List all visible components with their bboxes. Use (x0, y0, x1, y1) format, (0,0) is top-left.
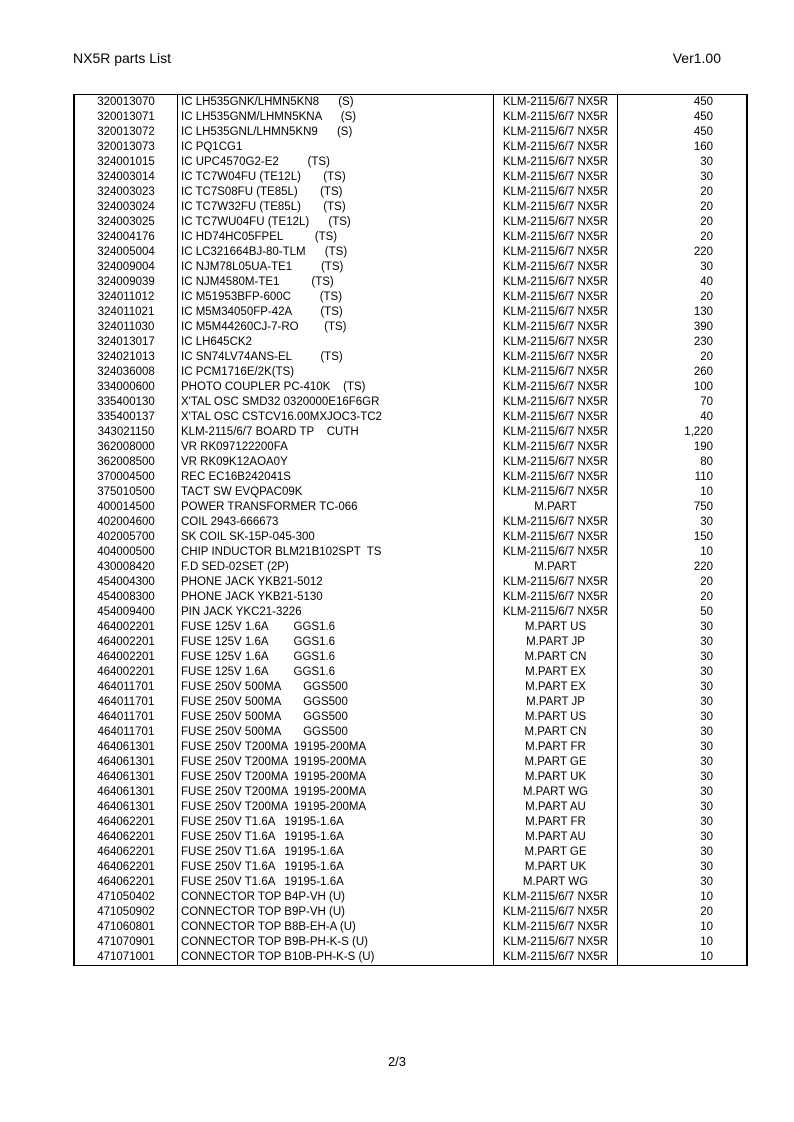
quantity-cell: 30 (618, 875, 748, 890)
description-cell: IC PCM1716E/2K(TS) (178, 365, 494, 380)
table-row (74, 110, 747, 125)
quantity-cell: 30 (618, 680, 748, 695)
table-row (74, 350, 747, 365)
model-cell: M.PART JP (494, 635, 618, 650)
quantity-cell: 450 (618, 95, 748, 111)
quantity-cell: 260 (618, 365, 748, 380)
table-row (74, 380, 747, 395)
quantity-cell: 30 (618, 770, 748, 785)
description-cell: PHONE JACK YKB21-5012 (178, 575, 494, 590)
description-cell: CONNECTOR TOP B9P-VH (U) (178, 905, 494, 920)
description-cell: X'TAL OSC SMD32 0320000E16F6GR (178, 395, 494, 410)
part-number-cell: 464011701 (74, 725, 178, 740)
part-number-cell: 402004600 (74, 515, 178, 530)
model-cell: KLM-2115/6/7 NX5R (494, 935, 618, 950)
description-cell: IC PQ1CG1 (178, 140, 494, 155)
model-cell: KLM-2115/6/7 NX5R (494, 515, 618, 530)
table-row (74, 320, 747, 335)
part-number-cell: 471050902 (74, 905, 178, 920)
part-number-cell: 362008500 (74, 455, 178, 470)
description-cell: IC TC7S08FU (TE85L) (TS) (178, 185, 494, 200)
part-number-cell: 464002201 (74, 650, 178, 665)
quantity-cell: 40 (618, 410, 748, 425)
table-row (74, 815, 747, 830)
part-number-cell: 464002201 (74, 620, 178, 635)
model-cell: M.PART AU (494, 800, 618, 815)
quantity-cell: 30 (618, 515, 748, 530)
table-row (74, 305, 747, 320)
quantity-cell: 30 (618, 665, 748, 680)
model-cell: KLM-2115/6/7 NX5R (494, 215, 618, 230)
model-cell: KLM-2115/6/7 NX5R (494, 125, 618, 140)
description-cell: F.D SED-02SET (2P) (178, 560, 494, 575)
model-cell: KLM-2115/6/7 NX5R (494, 335, 618, 350)
quantity-cell: 10 (618, 890, 748, 905)
table-row (74, 650, 747, 665)
table-row (74, 725, 747, 740)
description-cell: SK COIL SK-15P-045-300 (178, 530, 494, 545)
quantity-cell: 190 (618, 440, 748, 455)
model-cell: KLM-2115/6/7 NX5R (494, 605, 618, 620)
quantity-cell: 30 (618, 860, 748, 875)
description-cell: PHONE JACK YKB21-5130 (178, 590, 494, 605)
description-cell: IC LH535GNK/LHMN5KN8 (S) (178, 95, 494, 111)
model-cell: KLM-2115/6/7 NX5R (494, 290, 618, 305)
quantity-cell: 100 (618, 380, 748, 395)
part-number-cell: 324004176 (74, 230, 178, 245)
description-cell: IC M5M44260CJ-7-RO (TS) (178, 320, 494, 335)
quantity-cell: 20 (618, 200, 748, 215)
description-cell: IC LH535GNM/LHMN5KNA (S) (178, 110, 494, 125)
model-cell: KLM-2115/6/7 NX5R (494, 350, 618, 365)
model-cell: M.PART AU (494, 830, 618, 845)
model-cell: M.PART (494, 560, 618, 575)
table-row (74, 935, 747, 950)
table-row (74, 605, 747, 620)
part-number-cell: 454008300 (74, 590, 178, 605)
description-cell: PIN JACK YKC21-3226 (178, 605, 494, 620)
part-number-cell: 464061301 (74, 770, 178, 785)
model-cell: KLM-2115/6/7 NX5R (494, 950, 618, 966)
table-row (74, 125, 747, 140)
quantity-cell: 30 (618, 815, 748, 830)
part-number-cell: 324011021 (74, 305, 178, 320)
quantity-cell: 30 (618, 725, 748, 740)
quantity-cell: 20 (618, 230, 748, 245)
page-number: 2/3 (387, 1054, 407, 1069)
description-cell: REC EC16B242041S (178, 470, 494, 485)
quantity-cell: 30 (618, 635, 748, 650)
part-number-cell: 402005700 (74, 530, 178, 545)
model-cell: KLM-2115/6/7 NX5R (494, 410, 618, 425)
table-row (74, 275, 747, 290)
quantity-cell: 30 (618, 620, 748, 635)
part-number-cell: 334000600 (74, 380, 178, 395)
model-cell: KLM-2115/6/7 NX5R (494, 320, 618, 335)
table-row (74, 200, 747, 215)
model-cell: M.PART FR (494, 815, 618, 830)
part-number-cell: 320013073 (74, 140, 178, 155)
quantity-cell: 30 (618, 755, 748, 770)
quantity-cell: 20 (618, 290, 748, 305)
quantity-cell: 750 (618, 500, 748, 515)
description-cell: PHOTO COUPLER PC-410K (TS) (178, 380, 494, 395)
description-cell: IC SN74LV74ANS-EL (TS) (178, 350, 494, 365)
description-cell: FUSE 250V 500MA GGS500 (178, 725, 494, 740)
part-number-cell: 370004500 (74, 470, 178, 485)
part-number-cell: 320013070 (74, 95, 178, 111)
model-cell: KLM-2115/6/7 NX5R (494, 380, 618, 395)
description-cell: FUSE 250V T1.6A 19195-1.6A (178, 815, 494, 830)
description-cell: IC TC7W32FU (TE85L) (TS) (178, 200, 494, 215)
parts-table (73, 94, 748, 966)
table-row (74, 950, 747, 966)
description-cell: FUSE 250V T1.6A 19195-1.6A (178, 860, 494, 875)
part-number-cell: 362008000 (74, 440, 178, 455)
table-row (74, 245, 747, 260)
model-cell: KLM-2115/6/7 NX5R (494, 110, 618, 125)
quantity-cell: 10 (618, 545, 748, 560)
description-cell: FUSE 250V T200MA 19195-200MA (178, 770, 494, 785)
quantity-cell: 40 (618, 275, 748, 290)
part-number-cell: 464011701 (74, 710, 178, 725)
model-cell: KLM-2115/6/7 NX5R (494, 890, 618, 905)
quantity-cell: 20 (618, 215, 748, 230)
table-row (74, 890, 747, 905)
part-number-cell: 404000500 (74, 545, 178, 560)
description-cell: CHIP INDUCTOR BLM21B102SPT TS (178, 545, 494, 560)
quantity-cell: 230 (618, 335, 748, 350)
quantity-cell: 30 (618, 155, 748, 170)
description-cell: FUSE 250V T1.6A 19195-1.6A (178, 875, 494, 890)
model-cell: KLM-2115/6/7 NX5R (494, 590, 618, 605)
model-cell: M.PART (494, 500, 618, 515)
description-cell: IC M5M34050FP-42A (TS) (178, 305, 494, 320)
description-cell: IC NJM78L05UA-TE1 (TS) (178, 260, 494, 275)
table-row (74, 770, 747, 785)
description-cell: FUSE 250V T200MA 19195-200MA (178, 785, 494, 800)
quantity-cell: 30 (618, 695, 748, 710)
quantity-cell: 390 (618, 320, 748, 335)
model-cell: KLM-2115/6/7 NX5R (494, 185, 618, 200)
table-row (74, 95, 747, 111)
description-cell: IC TC7WU04FU (TE12L) (TS) (178, 215, 494, 230)
model-cell: M.PART EX (494, 680, 618, 695)
table-row (74, 530, 747, 545)
part-number-cell: 324003025 (74, 215, 178, 230)
quantity-cell: 30 (618, 740, 748, 755)
model-cell: KLM-2115/6/7 NX5R (494, 365, 618, 380)
description-cell: COIL 2943-666673 (178, 515, 494, 530)
table-row (74, 620, 747, 635)
description-cell: FUSE 250V T1.6A 19195-1.6A (178, 830, 494, 845)
model-cell: M.PART UK (494, 860, 618, 875)
model-cell: KLM-2115/6/7 NX5R (494, 200, 618, 215)
table-row (74, 140, 747, 155)
part-number-cell: 324036008 (74, 365, 178, 380)
table-row (74, 500, 747, 515)
model-cell: KLM-2115/6/7 NX5R (494, 395, 618, 410)
part-number-cell: 320013071 (74, 110, 178, 125)
part-number-cell: 471070901 (74, 935, 178, 950)
quantity-cell: 130 (618, 305, 748, 320)
part-number-cell: 464011701 (74, 695, 178, 710)
description-cell: FUSE 250V 500MA GGS500 (178, 710, 494, 725)
description-cell: X'TAL OSC CSTCV16.00MXJOC3-TC2 (178, 410, 494, 425)
quantity-cell: 30 (618, 830, 748, 845)
quantity-cell: 30 (618, 650, 748, 665)
table-row (74, 875, 747, 890)
part-number-cell: 454004300 (74, 575, 178, 590)
table-row (74, 410, 747, 425)
part-number-cell: 324013017 (74, 335, 178, 350)
part-number-cell: 464061301 (74, 800, 178, 815)
table-row (74, 215, 747, 230)
model-cell: M.PART WG (494, 875, 618, 890)
document-title: NX5R parts List (73, 50, 172, 66)
part-number-cell: 324009039 (74, 275, 178, 290)
table-row (74, 785, 747, 800)
model-cell: KLM-2115/6/7 NX5R (494, 275, 618, 290)
table-row (74, 485, 747, 500)
description-cell: CONNECTOR TOP B10B-PH-K-S (U) (178, 950, 494, 966)
description-cell: IC LC321664BJ-80-TLM (TS) (178, 245, 494, 260)
table-row (74, 560, 747, 575)
quantity-cell: 160 (618, 140, 748, 155)
part-number-cell: 464061301 (74, 755, 178, 770)
table-row (74, 260, 747, 275)
quantity-cell: 10 (618, 485, 748, 500)
part-number-cell: 464062201 (74, 875, 178, 890)
description-cell: IC LH535GNL/LHMN5KN9 (S) (178, 125, 494, 140)
table-row (74, 230, 747, 245)
part-number-cell: 343021150 (74, 425, 178, 440)
description-cell: FUSE 125V 1.6A GGS1.6 (178, 635, 494, 650)
part-number-cell: 324003023 (74, 185, 178, 200)
part-number-cell: 464062201 (74, 815, 178, 830)
model-cell: M.PART EX (494, 665, 618, 680)
table-row (74, 440, 747, 455)
description-cell: TACT SW EVQPAC09K (178, 485, 494, 500)
model-cell: M.PART US (494, 710, 618, 725)
table-row (74, 590, 747, 605)
table-row (74, 365, 747, 380)
table-row (74, 740, 747, 755)
part-number-cell: 375010500 (74, 485, 178, 500)
table-row (74, 860, 747, 875)
quantity-cell: 20 (618, 350, 748, 365)
description-cell: CONNECTOR TOP B4P-VH (U) (178, 890, 494, 905)
description-cell: FUSE 250V T200MA 19195-200MA (178, 755, 494, 770)
quantity-cell: 450 (618, 125, 748, 140)
model-cell: M.PART GE (494, 845, 618, 860)
part-number-cell: 464061301 (74, 740, 178, 755)
model-cell: KLM-2115/6/7 NX5R (494, 155, 618, 170)
table-row (74, 185, 747, 200)
parts-table-container (73, 94, 713, 966)
table-row (74, 755, 747, 770)
part-number-cell: 324001015 (74, 155, 178, 170)
quantity-cell: 20 (618, 185, 748, 200)
model-cell: KLM-2115/6/7 NX5R (494, 260, 618, 275)
model-cell: M.PART JP (494, 695, 618, 710)
model-cell: KLM-2115/6/7 NX5R (494, 470, 618, 485)
part-number-cell: 464002201 (74, 665, 178, 680)
model-cell: M.PART US (494, 620, 618, 635)
table-row (74, 920, 747, 935)
model-cell: KLM-2115/6/7 NX5R (494, 140, 618, 155)
model-cell: KLM-2115/6/7 NX5R (494, 530, 618, 545)
quantity-cell: 20 (618, 575, 748, 590)
table-row (74, 575, 747, 590)
model-cell: KLM-2115/6/7 NX5R (494, 95, 618, 111)
table-row (74, 455, 747, 470)
part-number-cell: 464062201 (74, 845, 178, 860)
description-cell: IC LH645CK2 (178, 335, 494, 350)
table-row (74, 395, 747, 410)
quantity-cell: 110 (618, 470, 748, 485)
quantity-cell: 150 (618, 530, 748, 545)
table-row (74, 635, 747, 650)
part-number-cell: 324009004 (74, 260, 178, 275)
table-row (74, 425, 747, 440)
model-cell: KLM-2115/6/7 NX5R (494, 455, 618, 470)
description-cell: POWER TRANSFORMER TC-066 (178, 500, 494, 515)
table-row (74, 710, 747, 725)
description-cell: IC NJM4580M-TE1 (TS) (178, 275, 494, 290)
model-cell: M.PART GE (494, 755, 618, 770)
quantity-cell: 220 (618, 560, 748, 575)
part-number-cell: 471071001 (74, 950, 178, 966)
description-cell: FUSE 250V T200MA 19195-200MA (178, 740, 494, 755)
table-row (74, 335, 747, 350)
quantity-cell: 450 (618, 110, 748, 125)
model-cell: KLM-2115/6/7 NX5R (494, 440, 618, 455)
description-cell: IC HD74HC05FPEL (TS) (178, 230, 494, 245)
part-number-cell: 324003014 (74, 170, 178, 185)
table-row (74, 290, 747, 305)
description-cell: KLM-2115/6/7 BOARD TP CUTH (178, 425, 494, 440)
description-cell: VR RK097122200FA (178, 440, 494, 455)
quantity-cell: 10 (618, 935, 748, 950)
quantity-cell: 10 (618, 920, 748, 935)
model-cell: KLM-2115/6/7 NX5R (494, 485, 618, 500)
table-row (74, 695, 747, 710)
part-number-cell: 324011030 (74, 320, 178, 335)
table-row (74, 155, 747, 170)
description-cell: CONNECTOR TOP B9B-PH-K-S (U) (178, 935, 494, 950)
part-number-cell: 400014500 (74, 500, 178, 515)
model-cell: KLM-2115/6/7 NX5R (494, 425, 618, 440)
table-row (74, 515, 747, 530)
part-number-cell: 324005004 (74, 245, 178, 260)
description-cell: FUSE 250V 500MA GGS500 (178, 680, 494, 695)
description-cell: IC UPC4570G2-E2 (TS) (178, 155, 494, 170)
description-cell: FUSE 250V T1.6A 19195-1.6A (178, 845, 494, 860)
part-number-cell: 464062201 (74, 830, 178, 845)
model-cell: KLM-2115/6/7 NX5R (494, 575, 618, 590)
table-row (74, 470, 747, 485)
quantity-cell: 30 (618, 260, 748, 275)
quantity-cell: 50 (618, 605, 748, 620)
part-number-cell: 324011012 (74, 290, 178, 305)
quantity-cell: 70 (618, 395, 748, 410)
part-number-cell: 335400130 (74, 395, 178, 410)
description-cell: IC M51953BFP-600C (TS) (178, 290, 494, 305)
part-number-cell: 471060801 (74, 920, 178, 935)
model-cell: KLM-2115/6/7 NX5R (494, 920, 618, 935)
table-row (74, 830, 747, 845)
description-cell: VR RK09K12AOA0Y (178, 455, 494, 470)
part-number-cell: 464011701 (74, 680, 178, 695)
model-cell: KLM-2115/6/7 NX5R (494, 245, 618, 260)
document-version: Ver1.00 (672, 50, 721, 66)
description-cell: FUSE 250V T200MA 19195-200MA (178, 800, 494, 815)
quantity-cell: 220 (618, 245, 748, 260)
description-cell: CONNECTOR TOP B8B-EH-A (U) (178, 920, 494, 935)
model-cell: M.PART CN (494, 725, 618, 740)
part-number-cell: 324021013 (74, 350, 178, 365)
part-number-cell: 324003024 (74, 200, 178, 215)
quantity-cell: 30 (618, 170, 748, 185)
quantity-cell: 80 (618, 455, 748, 470)
quantity-cell: 30 (618, 845, 748, 860)
table-row (74, 680, 747, 695)
description-cell: FUSE 125V 1.6A GGS1.6 (178, 665, 494, 680)
quantity-cell: 30 (618, 710, 748, 725)
model-cell: M.PART CN (494, 650, 618, 665)
table-row (74, 170, 747, 185)
quantity-cell: 30 (618, 785, 748, 800)
part-number-cell: 320013072 (74, 125, 178, 140)
part-number-cell: 471050402 (74, 890, 178, 905)
quantity-cell: 20 (618, 590, 748, 605)
model-cell: KLM-2115/6/7 NX5R (494, 305, 618, 320)
model-cell: M.PART UK (494, 770, 618, 785)
table-row (74, 665, 747, 680)
quantity-cell: 10 (618, 950, 748, 966)
part-number-cell: 464062201 (74, 860, 178, 875)
model-cell: KLM-2115/6/7 NX5R (494, 230, 618, 245)
table-row (74, 845, 747, 860)
description-cell: FUSE 125V 1.6A GGS1.6 (178, 650, 494, 665)
quantity-cell: 20 (618, 905, 748, 920)
model-cell: M.PART WG (494, 785, 618, 800)
part-number-cell: 464061301 (74, 785, 178, 800)
model-cell: M.PART FR (494, 740, 618, 755)
model-cell: KLM-2115/6/7 NX5R (494, 545, 618, 560)
part-number-cell: 454009400 (74, 605, 178, 620)
model-cell: KLM-2115/6/7 NX5R (494, 170, 618, 185)
description-cell: FUSE 125V 1.6A GGS1.6 (178, 620, 494, 635)
part-number-cell: 464002201 (74, 635, 178, 650)
description-cell: FUSE 250V 500MA GGS500 (178, 695, 494, 710)
model-cell: KLM-2115/6/7 NX5R (494, 905, 618, 920)
quantity-cell: 1,220 (618, 425, 748, 440)
part-number-cell: 430008420 (74, 560, 178, 575)
table-row (74, 545, 747, 560)
description-cell: IC TC7W04FU (TE12L) (TS) (178, 170, 494, 185)
part-number-cell: 335400137 (74, 410, 178, 425)
quantity-cell: 30 (618, 800, 748, 815)
table-row (74, 800, 747, 815)
parts-table-body (74, 95, 747, 966)
table-row (74, 905, 747, 920)
